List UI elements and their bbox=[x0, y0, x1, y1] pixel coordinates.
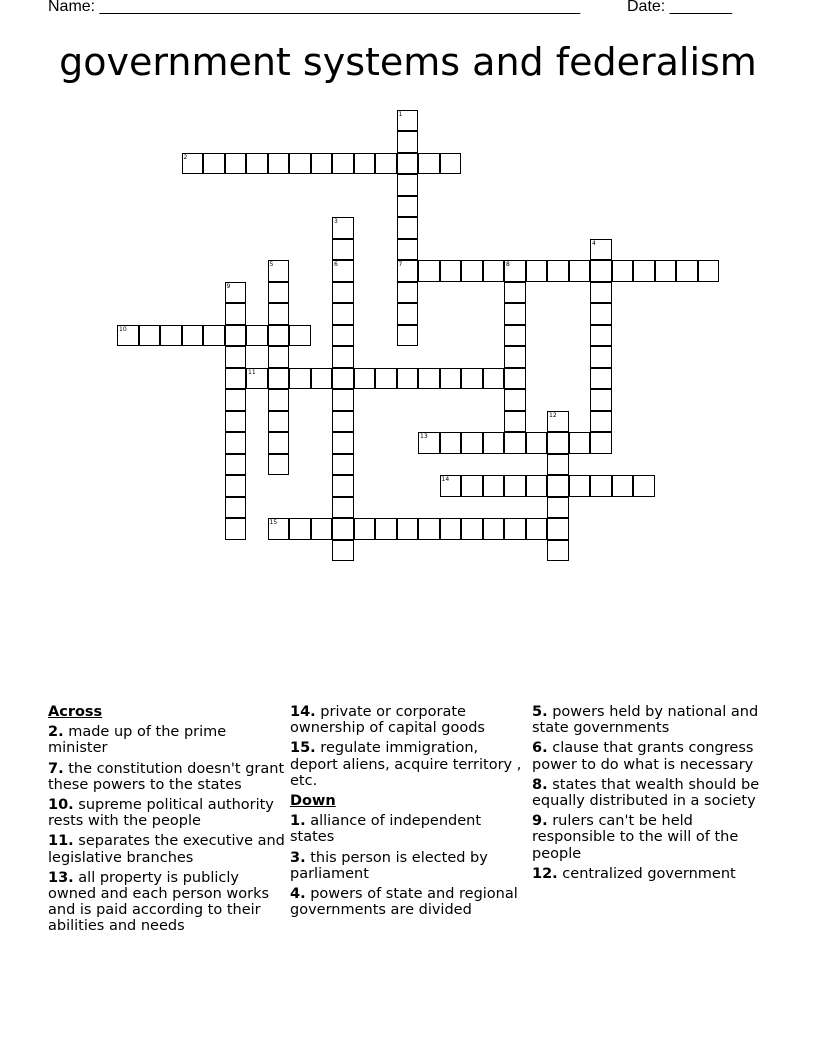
clue-across-14 bbox=[290, 704, 528, 736]
crossword-cell[interactable] bbox=[418, 153, 440, 175]
clue-text: supreme political authority rests with the people bbox=[48, 797, 274, 830]
clue-text: the constitution doesn't grant these powers to the states bbox=[48, 760, 285, 793]
crossword-cell[interactable] bbox=[354, 518, 376, 540]
crossword-cell[interactable] bbox=[547, 260, 569, 282]
crossword-cell[interactable] bbox=[483, 260, 505, 282]
crossword-cell[interactable] bbox=[268, 411, 290, 433]
crossword-cell[interactable] bbox=[268, 325, 290, 347]
crossword-cell[interactable] bbox=[311, 518, 333, 540]
crossword-cell[interactable] bbox=[418, 368, 440, 390]
crossword-cell[interactable] bbox=[311, 368, 333, 390]
crossword-cell[interactable] bbox=[354, 153, 376, 175]
clue-down-9 bbox=[532, 813, 770, 862]
crossword-cell[interactable] bbox=[268, 432, 290, 454]
crossword-cell[interactable] bbox=[633, 475, 655, 497]
crossword-cell[interactable] bbox=[526, 260, 548, 282]
crossword-cell[interactable] bbox=[182, 325, 204, 347]
crossword-cell[interactable] bbox=[289, 368, 311, 390]
crossword-cell[interactable] bbox=[225, 153, 247, 175]
clue-number: 10. bbox=[48, 797, 74, 814]
clue-number: 15. bbox=[290, 740, 316, 757]
clue-number: 2. bbox=[48, 724, 64, 741]
cell-number: 2 bbox=[183, 153, 188, 161]
crossword-cell[interactable] bbox=[268, 368, 290, 390]
crossword-cell[interactable] bbox=[332, 153, 354, 175]
crossword-cell[interactable] bbox=[590, 260, 612, 282]
crossword-cell[interactable] bbox=[418, 518, 440, 540]
crossword-cell[interactable] bbox=[483, 518, 505, 540]
crossword-cell[interactable] bbox=[655, 260, 677, 282]
crossword-cell[interactable] bbox=[139, 325, 161, 347]
crossword-cell[interactable] bbox=[225, 454, 247, 476]
clue-down-1 bbox=[290, 813, 528, 845]
crossword-cell[interactable] bbox=[440, 153, 462, 175]
crossword-cell[interactable] bbox=[225, 282, 247, 304]
crossword-cell[interactable] bbox=[332, 346, 354, 368]
crossword-cell[interactable] bbox=[440, 260, 462, 282]
clue-number: 6. bbox=[532, 740, 548, 757]
clue-text: alliance of independent states bbox=[290, 813, 482, 846]
crossword-cell[interactable] bbox=[504, 518, 526, 540]
crossword-cell[interactable] bbox=[268, 153, 290, 175]
clue-text: powers of state and regional governments are divided bbox=[290, 886, 518, 919]
crossword-cell[interactable] bbox=[289, 325, 311, 347]
crossword-cell[interactable] bbox=[203, 153, 225, 175]
crossword-cell[interactable] bbox=[246, 325, 268, 347]
crossword-cell[interactable] bbox=[397, 325, 419, 347]
crossword-cell[interactable] bbox=[397, 368, 419, 390]
crossword-cell[interactable] bbox=[354, 368, 376, 390]
clue-down-3 bbox=[290, 850, 528, 882]
crossword-cell[interactable] bbox=[612, 260, 634, 282]
crossword-cell[interactable] bbox=[225, 389, 247, 411]
clue-down-12 bbox=[532, 866, 770, 882]
crossword-cell[interactable] bbox=[590, 346, 612, 368]
crossword-cell[interactable] bbox=[590, 368, 612, 390]
crossword-cell[interactable] bbox=[332, 217, 354, 239]
crossword-cell[interactable] bbox=[440, 475, 462, 497]
date-field-label: Date: _______ bbox=[627, 0, 732, 15]
crossword-cell[interactable] bbox=[547, 454, 569, 476]
crossword-cell[interactable] bbox=[504, 389, 526, 411]
across-heading: Across bbox=[48, 704, 103, 720]
crossword-cell[interactable] bbox=[268, 303, 290, 325]
cell-number: 5 bbox=[269, 261, 274, 268]
cell-number: 10 bbox=[119, 325, 127, 333]
crossword-cell[interactable] bbox=[375, 518, 397, 540]
crossword-cell[interactable] bbox=[569, 475, 591, 497]
clue-across-11 bbox=[48, 833, 286, 865]
clue-text: this person is elected by parliament bbox=[290, 849, 488, 882]
crossword-cell[interactable] bbox=[547, 518, 569, 540]
crossword-cell[interactable] bbox=[246, 153, 268, 175]
crossword-cell[interactable] bbox=[590, 411, 612, 433]
clue-across-10 bbox=[48, 797, 286, 829]
crossword-cell[interactable] bbox=[160, 325, 182, 347]
crossword-cell[interactable] bbox=[225, 303, 247, 325]
crossword-cell[interactable] bbox=[569, 260, 591, 282]
crossword-cell[interactable] bbox=[483, 475, 505, 497]
crossword-cell[interactable] bbox=[526, 432, 548, 454]
crossword-cell[interactable] bbox=[332, 239, 354, 261]
crossword-cell[interactable] bbox=[332, 368, 354, 390]
crossword-cell[interactable] bbox=[547, 540, 569, 562]
cell-number: 12 bbox=[549, 411, 557, 419]
crossword-cell[interactable] bbox=[225, 325, 247, 347]
clue-text: states that wealth should be equally distributed in a society bbox=[532, 776, 760, 810]
cell-number: 9 bbox=[226, 282, 231, 290]
crossword-cell[interactable] bbox=[461, 432, 483, 454]
clue-text: private or corporate ownership of capital goods bbox=[290, 704, 485, 737]
crossword-cell[interactable] bbox=[332, 411, 354, 433]
crossword-cell[interactable] bbox=[268, 454, 290, 476]
crossword-cell[interactable] bbox=[590, 239, 612, 261]
crossword-cell[interactable] bbox=[332, 497, 354, 519]
crossword-cell[interactable] bbox=[590, 325, 612, 347]
crossword-cell[interactable] bbox=[203, 325, 225, 347]
crossword-cell[interactable] bbox=[311, 153, 333, 175]
crossword-cell[interactable] bbox=[397, 196, 419, 218]
clues-column-3 bbox=[532, 700, 770, 882]
crossword-cell[interactable] bbox=[504, 411, 526, 433]
cell-number: 4 bbox=[592, 239, 596, 247]
crossword-cell[interactable] bbox=[268, 346, 290, 368]
crossword-cell[interactable] bbox=[397, 303, 419, 325]
crossword-cell[interactable] bbox=[117, 325, 139, 347]
clue-across-7 bbox=[48, 761, 286, 793]
crossword-cell[interactable] bbox=[418, 432, 440, 454]
crossword-cell[interactable] bbox=[332, 454, 354, 476]
crossword-cell[interactable] bbox=[547, 475, 569, 497]
crossword-cell[interactable] bbox=[332, 282, 354, 304]
cell-number: 11 bbox=[248, 368, 256, 376]
crossword-cell[interactable] bbox=[332, 325, 354, 347]
crossword-cell[interactable] bbox=[440, 368, 462, 390]
crossword-cell[interactable] bbox=[590, 282, 612, 304]
clue-number: 5. bbox=[532, 704, 548, 720]
clue-text: centralized government bbox=[562, 865, 736, 882]
crossword-cell[interactable] bbox=[590, 475, 612, 497]
crossword-cell[interactable] bbox=[332, 303, 354, 325]
clue-down-4 bbox=[290, 886, 528, 918]
crossword-cell[interactable] bbox=[569, 432, 591, 454]
cell-number: 7 bbox=[398, 261, 403, 268]
crossword-cell[interactable] bbox=[698, 260, 720, 282]
crossword-cell[interactable] bbox=[461, 260, 483, 282]
crossword-cell[interactable] bbox=[504, 303, 526, 325]
clue-text: regulate immigration, deport aliens, acquire territory , etc. bbox=[290, 740, 522, 789]
crossword-cell[interactable] bbox=[225, 497, 247, 519]
crossword-cell[interactable] bbox=[225, 518, 247, 540]
clue-number: 11. bbox=[48, 833, 74, 850]
clue-text: separates the executive and legislative branches bbox=[48, 833, 285, 866]
clue-text: made up of the prime minister bbox=[48, 724, 227, 757]
crossword-cell[interactable] bbox=[483, 368, 505, 390]
clue-number: 7. bbox=[48, 760, 64, 777]
clue-number: 14. bbox=[290, 704, 316, 720]
crossword-cell[interactable] bbox=[268, 260, 290, 282]
crossword-cell[interactable] bbox=[504, 368, 526, 390]
cell-number: 15 bbox=[269, 519, 278, 526]
clue-number: 9. bbox=[532, 813, 548, 830]
crossword-cell[interactable] bbox=[504, 282, 526, 304]
crossword-cell[interactable] bbox=[332, 518, 354, 540]
crossword-cell[interactable] bbox=[246, 368, 268, 390]
clue-across-2 bbox=[48, 724, 286, 756]
clue-text: clause that grants congress power to do what is necessary bbox=[532, 740, 754, 773]
clue-number: 3. bbox=[290, 849, 306, 866]
clue-number: 8. bbox=[532, 776, 548, 793]
crossword-cell[interactable] bbox=[547, 411, 569, 433]
crossword-cell[interactable] bbox=[332, 475, 354, 497]
crossword-cell[interactable] bbox=[397, 153, 419, 175]
crossword-cell[interactable] bbox=[268, 282, 290, 304]
crossword-cell[interactable] bbox=[397, 131, 419, 153]
crossword-cell[interactable] bbox=[483, 432, 505, 454]
crossword-cell[interactable] bbox=[504, 346, 526, 368]
crossword-cell[interactable] bbox=[504, 260, 526, 282]
clue-down-8 bbox=[532, 777, 770, 809]
crossword-cell[interactable] bbox=[375, 368, 397, 390]
cell-number: 1 bbox=[398, 110, 403, 118]
crossword-cell[interactable] bbox=[590, 389, 612, 411]
cell-number: 3 bbox=[334, 218, 338, 225]
clue-across-13 bbox=[48, 870, 286, 935]
clue-number: 1. bbox=[290, 813, 306, 830]
crossword-cell[interactable] bbox=[504, 325, 526, 347]
crossword-cell[interactable] bbox=[375, 153, 397, 175]
crossword-cell[interactable] bbox=[590, 432, 612, 454]
crossword-cell[interactable] bbox=[225, 432, 247, 454]
crossword-cell[interactable] bbox=[397, 174, 419, 196]
crossword-cell[interactable] bbox=[547, 432, 569, 454]
crossword-cell[interactable] bbox=[418, 260, 440, 282]
crossword-cell[interactable] bbox=[461, 518, 483, 540]
crossword-cell[interactable] bbox=[225, 475, 247, 497]
crossword-cell[interactable] bbox=[461, 475, 483, 497]
crossword-cell[interactable] bbox=[440, 432, 462, 454]
crossword-cell[interactable] bbox=[332, 260, 354, 282]
crossword-cell[interactable] bbox=[397, 518, 419, 540]
crossword-cell[interactable] bbox=[225, 346, 247, 368]
crossword-cell[interactable] bbox=[633, 260, 655, 282]
clue-text: powers held by national and state governments bbox=[532, 704, 759, 737]
clue-number: 13. bbox=[48, 869, 74, 886]
crossword-cell[interactable] bbox=[268, 518, 290, 540]
crossword-cell[interactable] bbox=[289, 153, 311, 175]
crossword-cell[interactable] bbox=[225, 368, 247, 390]
cell-number: 13 bbox=[420, 433, 428, 440]
clue-number: 12. bbox=[532, 865, 558, 882]
clues-column-1 bbox=[48, 700, 286, 935]
cell-number: 8 bbox=[506, 261, 510, 268]
crossword-cell[interactable] bbox=[332, 540, 354, 562]
crossword-cell[interactable] bbox=[504, 475, 526, 497]
crossword-cell[interactable] bbox=[397, 110, 419, 132]
crossword-cell[interactable] bbox=[397, 260, 419, 282]
clue-number: 4. bbox=[290, 886, 306, 903]
clue-across-15 bbox=[290, 740, 528, 789]
crossword-cell[interactable] bbox=[397, 239, 419, 261]
clue-down-5 bbox=[532, 704, 770, 736]
crossword-cell[interactable] bbox=[676, 260, 698, 282]
crossword-cell[interactable] bbox=[332, 389, 354, 411]
name-field-label: Name: ______________________________________________________ bbox=[48, 0, 581, 15]
clues-column-2 bbox=[290, 700, 528, 918]
down-heading: Down bbox=[290, 793, 336, 810]
crossword-cell[interactable] bbox=[289, 518, 311, 540]
crossword-cell[interactable] bbox=[225, 411, 247, 433]
crossword-cell[interactable] bbox=[440, 518, 462, 540]
crossword-cell[interactable] bbox=[461, 368, 483, 390]
crossword-cell[interactable] bbox=[397, 282, 419, 304]
crossword-cell[interactable] bbox=[182, 153, 204, 175]
cell-number: 14 bbox=[441, 476, 450, 483]
crossword-cell[interactable] bbox=[268, 389, 290, 411]
crossword-cell[interactable] bbox=[547, 497, 569, 519]
crossword-cell[interactable] bbox=[590, 303, 612, 325]
page-title: government systems and federalism bbox=[59, 40, 757, 84]
clue-down-6 bbox=[532, 740, 770, 772]
crossword-cell[interactable] bbox=[526, 475, 548, 497]
clue-text: all property is publicly owned and each person works and is paid according to their abilities and needs bbox=[48, 869, 270, 935]
crossword-cell[interactable] bbox=[526, 518, 548, 540]
cell-number: 6 bbox=[334, 261, 338, 268]
crossword-cell[interactable] bbox=[612, 475, 634, 497]
crossword-cell[interactable] bbox=[504, 432, 526, 454]
crossword-cell[interactable] bbox=[397, 217, 419, 239]
clue-text: rulers can't be held responsible to the will of the people bbox=[532, 813, 739, 862]
crossword-cell[interactable] bbox=[332, 432, 354, 454]
